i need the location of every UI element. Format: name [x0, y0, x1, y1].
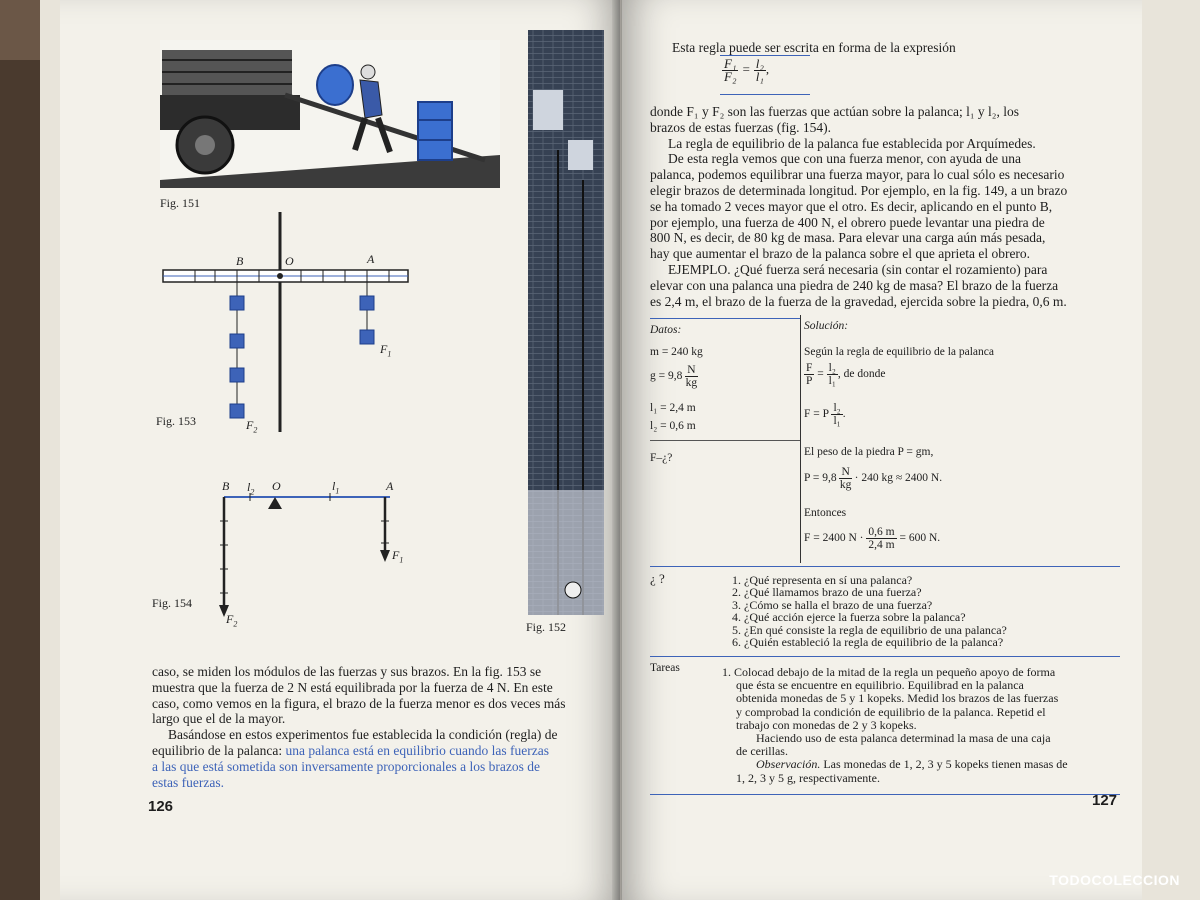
- fig152-caption: Fig. 152: [526, 620, 567, 634]
- fig154-label-o: O: [272, 479, 281, 493]
- tareas-line: obtenida monedas de 5 y 1 kopeks. Medid los brazos de las fuerzas: [736, 691, 1059, 706]
- tareas-line: y comprobad la condición de equilibrio de la palanca. Repetid el: [736, 704, 1046, 719]
- fig151-illustration: [160, 40, 500, 188]
- tareas-line: de cerillas.: [736, 744, 788, 759]
- datos-mass: m = 240 kg: [650, 346, 703, 358]
- left-page: [60, 0, 620, 900]
- fig153-label-f1: $F_1$: [380, 342, 392, 359]
- right-page: [622, 0, 1142, 900]
- datos-unknown: F–¿?: [650, 452, 673, 464]
- fig153-lever-diagram: [155, 210, 420, 435]
- paragraph-line: por ejemplo, una fuerza de 400 N, el obrero puede levantar una piedra de: [650, 214, 1045, 230]
- paragraph-line: La regla de equilibrio de la palanca fue establecida por Arquímedes.: [668, 135, 1036, 151]
- tareas-line: 1. Colocad debajo de la mitad de la regla un pequeño apoyo de forma: [722, 665, 1056, 679]
- blue-barrel-standing: [418, 102, 452, 160]
- tareas-line: trabajo con monedas de 2 y 3 kopeks.: [736, 717, 917, 732]
- fig153-caption: Fig. 153: [156, 414, 197, 428]
- tareas-label: Tareas: [650, 662, 680, 674]
- solucion-fp: F = P $\frac{\text{l₂}}{\text{l₁}}$ .: [804, 402, 846, 427]
- solucion-entonces: Entonces: [804, 507, 847, 519]
- formula-top-rule: [720, 55, 810, 56]
- solucion-final: F = 2400 N · $\frac{0,6 m}{2,4 m}$ = 600 N.: [804, 526, 941, 551]
- fig154-caption: Fig. 154: [152, 596, 193, 610]
- paragraph-line: es 2,4 m, el brazo de la fuerza de la gravedad, ejercida sobre la piedra, 0,6 m.: [650, 293, 1067, 309]
- right-weights-chain: [360, 282, 374, 344]
- ratio-formula: $\frac{\text{F₁}}{\text{F₂}}$ = $\frac{\text{l₂}}{\text{l₁}}$ ,: [724, 56, 770, 84]
- rule-text-blue: a las que está sometida son inversamente proporcionales a los brazos de: [152, 758, 540, 774]
- rule-text-blue: una palanca está en equilibrio cuando las fuerzas: [285, 742, 549, 758]
- fig153-label-b: B: [236, 254, 244, 268]
- left-weights-chain: [230, 282, 244, 418]
- tareas-top-rule: [650, 656, 1120, 657]
- watermark-text: TODOCOLECCION: [1049, 872, 1180, 888]
- solucion-title: Solución:: [804, 320, 849, 332]
- page-number-right: 127: [1092, 792, 1118, 809]
- datos-gravity: g = 9,8 $\frac{N}{kg}$: [650, 364, 698, 389]
- question-item: 3. ¿Cómo se halla el brazo de una fuerza?: [732, 597, 933, 612]
- questions-label: ¿ ?: [650, 571, 665, 586]
- paragraph-line: De esta regla vemos que con una fuerza menor, con ayuda de una: [668, 151, 1021, 167]
- question-item: 5. ¿En qué consiste la regla de equilibrio de una palanca?: [732, 622, 1007, 637]
- fig154-lever-diagram: [210, 485, 400, 625]
- fig152-illustration: [528, 30, 604, 615]
- page-number-left: 126: [148, 798, 174, 815]
- body-line-with-rule: equilibrio de la palanca: una palanca está en equilibrio cuando las fuerzas: [152, 742, 549, 758]
- fig154-label-l2: $l_2$: [247, 480, 255, 497]
- fig153-label-f2: $F_2$: [246, 418, 258, 435]
- rule-text-blue: estas fuerzas.: [152, 774, 224, 790]
- blue-barrel-rolling: [317, 65, 353, 105]
- fig153-label-o: O: [285, 254, 294, 268]
- body-line: muestra que la fuerza de 2 N está equilibrada por la fuerza de 4 N. En este: [152, 679, 553, 695]
- datos-top-rule: [650, 318, 800, 319]
- question-item: 1. ¿Qué representa en sí una palanca?: [732, 573, 913, 587]
- paragraph-line: brazos de estas fuerzas (fig. 154).: [650, 119, 832, 135]
- tareas-line: Haciendo uso de esta palanca determinad la masa de una caja: [756, 731, 1051, 746]
- paragraph-line: 800 N, es decir, de 80 kg de masa. Para elevar una carga aún más pesada,: [650, 230, 1046, 246]
- questions-top-rule: [650, 566, 1120, 567]
- fig154-label-f1: $F_1$: [392, 548, 404, 565]
- fig154-label-f2: $F_2$: [226, 612, 238, 629]
- solucion-peso: El peso de la piedra P = gm,: [804, 446, 934, 458]
- question-item: 6. ¿Quién estableció la regla de equilibrio de la palanca?: [732, 635, 1004, 650]
- left-body-text: [152, 664, 607, 790]
- question-item: 2. ¿Qué llamamos brazo de una fuerza?: [732, 585, 922, 600]
- datos-l2: l₂ = 0,6 m: [650, 420, 696, 432]
- solucion-ratio: $\frac{F}{P}$ = $\frac{\text{l₂}}{\text{l₁}}$ , de donde: [806, 362, 886, 387]
- paragraph-line: donde F₁ y F₂ son las fuerzas que actúan sobre la palanca; l₁ y l₂, los: [650, 104, 1019, 119]
- observacion-line: 1, 2, 3 y 5 g, respectivamente.: [736, 770, 880, 785]
- formula-bottom-rule: [720, 94, 810, 95]
- fig154-label-l1: $l_1$: [332, 479, 340, 496]
- tareas-bottom-rule: [650, 794, 1120, 795]
- example-line: EJEMPLO. ¿Qué fuerza será necesaria (sin contar el rozamiento) para: [668, 261, 1048, 277]
- fig151-caption: Fig. 151: [160, 196, 201, 210]
- solucion-line1: Según la regla de equilibrio de la palanca: [804, 346, 994, 358]
- paragraph-line: palanca, podemos equilibrar una fuerza mayor, para lo cual sólo es necesario: [650, 167, 1065, 183]
- tareas-line: que ésta se encuentre en equilibrio. Equilibrad en la palanca: [736, 678, 1024, 693]
- datos-title: Datos:: [650, 324, 682, 336]
- intro-text: Esta regla puede ser escrita en forma de la expresión: [672, 40, 956, 55]
- paragraph-line: elegir brazos de determinada longitud. Por ejemplo, en la fig. 149, a un brazo: [650, 182, 1068, 198]
- question-item: 4. ¿Qué acción ejerce la fuerza sobre la palanca?: [732, 610, 966, 625]
- body-line: caso, como vemos en la figura, el brazo de la fuerza menor es dos veces más: [152, 695, 566, 711]
- questions-list: [732, 574, 1112, 648]
- fig154-label-b: B: [222, 479, 230, 493]
- body-line: largo que el de la mayor.: [152, 711, 286, 727]
- datos-solucion-divider: [800, 315, 801, 563]
- fig154-label-a: A: [386, 479, 394, 493]
- solucion-p-calc: P = 9,8 $\frac{N}{kg}$ · 240 kg ≈ 2400 N.: [804, 466, 943, 491]
- fig153-label-a: A: [367, 252, 375, 266]
- datos-bottom-rule: [650, 440, 800, 441]
- paragraph-line: hay que aumentar el brazo de la palanca sobre el que aprieta el obrero.: [650, 246, 1031, 262]
- paragraph-line: se ha tomado 2 veces mayor que el otro. Es decir, aplicando en el punto B,: [650, 198, 1053, 214]
- paragraph-line: elevar con una palanca una piedra de 240 kg de masa? El brazo de la fuerza: [650, 277, 1059, 293]
- body-line: Basándose en estos experimentos fue establecida la condición (regla) de: [168, 727, 558, 743]
- tareas-text: [722, 666, 1122, 785]
- fulcrum-icon: [268, 497, 282, 509]
- observacion-line: Observación. Las monedas de 1, 2, 3 y 5 kopeks tienen masas de: [756, 757, 1068, 772]
- body-line: caso, se miden los módulos de las fuerzas y sus brazos. En la fig. 153 se: [152, 664, 542, 679]
- right-paragraph: [650, 104, 1120, 309]
- datos-l1: l₁ = 2,4 m: [650, 402, 696, 414]
